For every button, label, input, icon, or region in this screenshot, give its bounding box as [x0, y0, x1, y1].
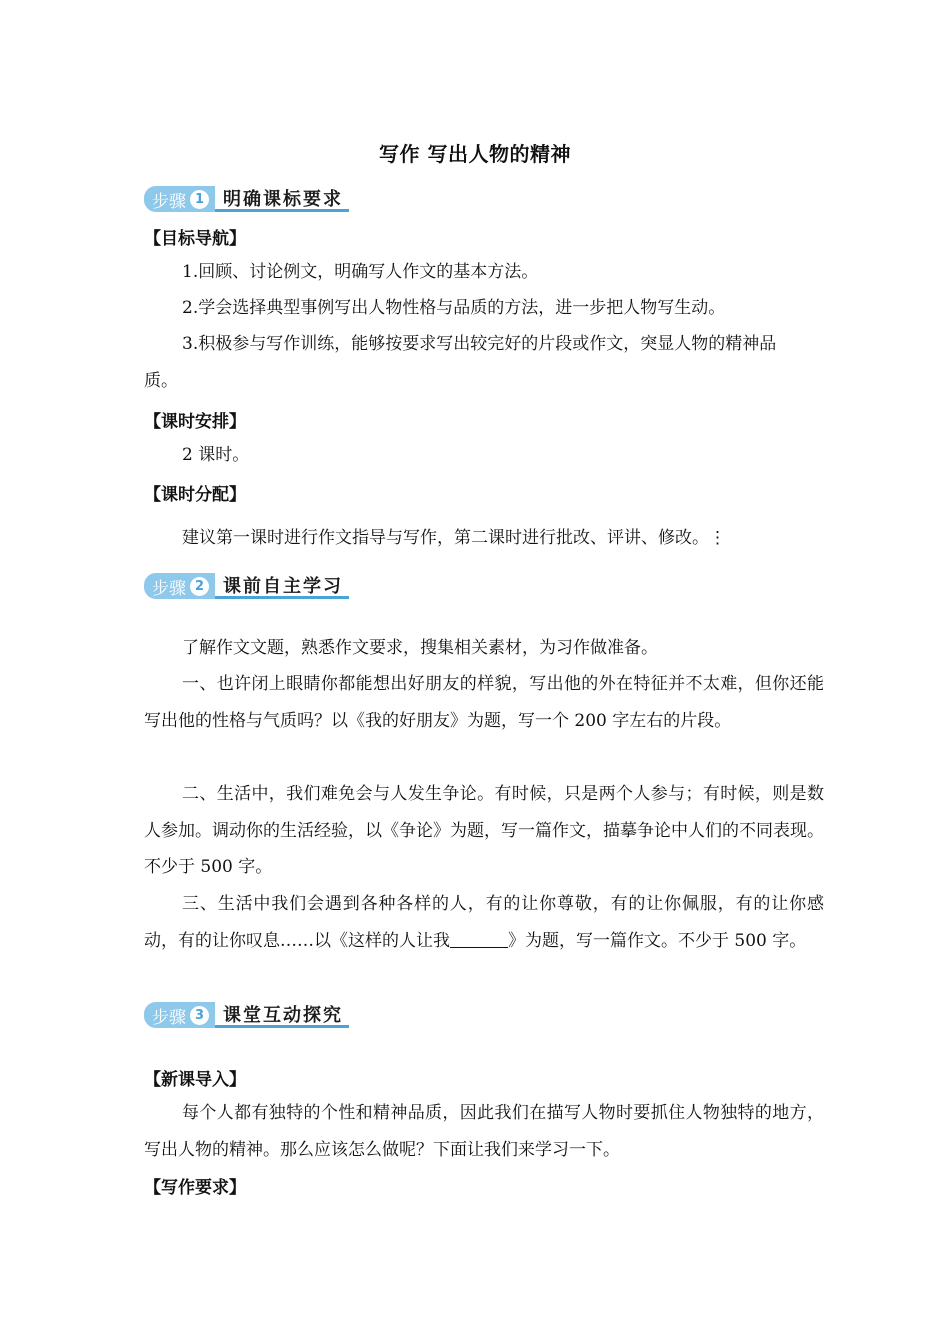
goal-item-2: 2.学会选择典型事例写出人物性格与品质的方法，进一步把人物写生动。: [182, 298, 726, 318]
step-1-tag-label: 步骤: [152, 191, 186, 212]
step-1-number-badge: 1: [190, 190, 209, 209]
schedule-text: 2 课时。: [182, 445, 250, 465]
step-3-number-badge: 3: [190, 1006, 209, 1025]
allocation-heading: 【课时分配】: [144, 485, 246, 505]
step-3-header: [144, 1002, 349, 1028]
step-2-title: 课前自主学习: [215, 573, 349, 599]
writing-prompt-3-part-b: 》为题，写一篇作文。不少于 500 字。: [508, 930, 807, 951]
new-lesson-text: 每个人都有独特的个性和精神品质，因此我们在描写人物时要抓住人物独特的地方，写出人物的精神。那么应该怎么做呢？下面让我们来学习一下。: [144, 1103, 824, 1160]
goal-item-3: 3.积极参与写作训练，能够按要求写出较完好的片段或作文，突显人物的精神品质。: [144, 334, 777, 391]
step-2-header: [144, 573, 349, 599]
allocation-text: 建议第一课时进行作文指导与写作，第二课时进行批改、评讲、修改。⋮: [182, 528, 726, 548]
step-1-title: 明确课标要求: [215, 186, 349, 212]
step-1-tag: [144, 186, 215, 212]
step-1-header: [144, 186, 349, 212]
writing-prompt-2: 二、生活中，我们难免会与人发生争论。有时候，只是两个人参与；有时候，则是数人参加。调动你的生活经验，以《争论》为题，写一篇作文，描摹争论中人们的不同表现。不少于 500 字。: [144, 784, 824, 877]
writing-prompt-3-part-a: 三、生活中我们会遇到各种各样的人，有的让你尊敬，有的让你佩服，有的让你感动，有的让你叹息……以《这样的人让我: [144, 894, 824, 951]
schedule-heading: 【课时安排】: [144, 412, 246, 432]
step-3-tag-label: 步骤: [152, 1007, 186, 1028]
page-title: 写作 写出人物的精神: [379, 142, 571, 166]
writing-prompt-1: 一、也许闭上眼睛你都能想出好朋友的样貌，写出他的外在特征并不太难，但你还能写出他的性格与气质吗？以《我的好朋友》为题，写一个 200 字左右的片段。: [144, 674, 824, 731]
step-2-number-badge: 2: [190, 577, 209, 596]
goal-item-1: 1.回顾、讨论例文，明确写人作文的基本方法。: [182, 262, 539, 282]
step-3-tag: [144, 1002, 215, 1028]
new-lesson-heading: 【新课导入】: [144, 1070, 246, 1090]
step-3-title: 课堂互动探究: [215, 1002, 349, 1028]
writing-prompt-3: [144, 886, 824, 959]
step-2-tag-label: 步骤: [152, 578, 186, 599]
step-2-tag: [144, 573, 215, 599]
goals-heading: 【目标导航】: [144, 229, 246, 249]
fill-in-blank: [450, 929, 508, 948]
writing-requirements-heading: 【写作要求】: [144, 1178, 246, 1198]
prep-intro: 了解作文文题，熟悉作文要求，搜集相关素材，为习作做准备。: [182, 638, 658, 658]
